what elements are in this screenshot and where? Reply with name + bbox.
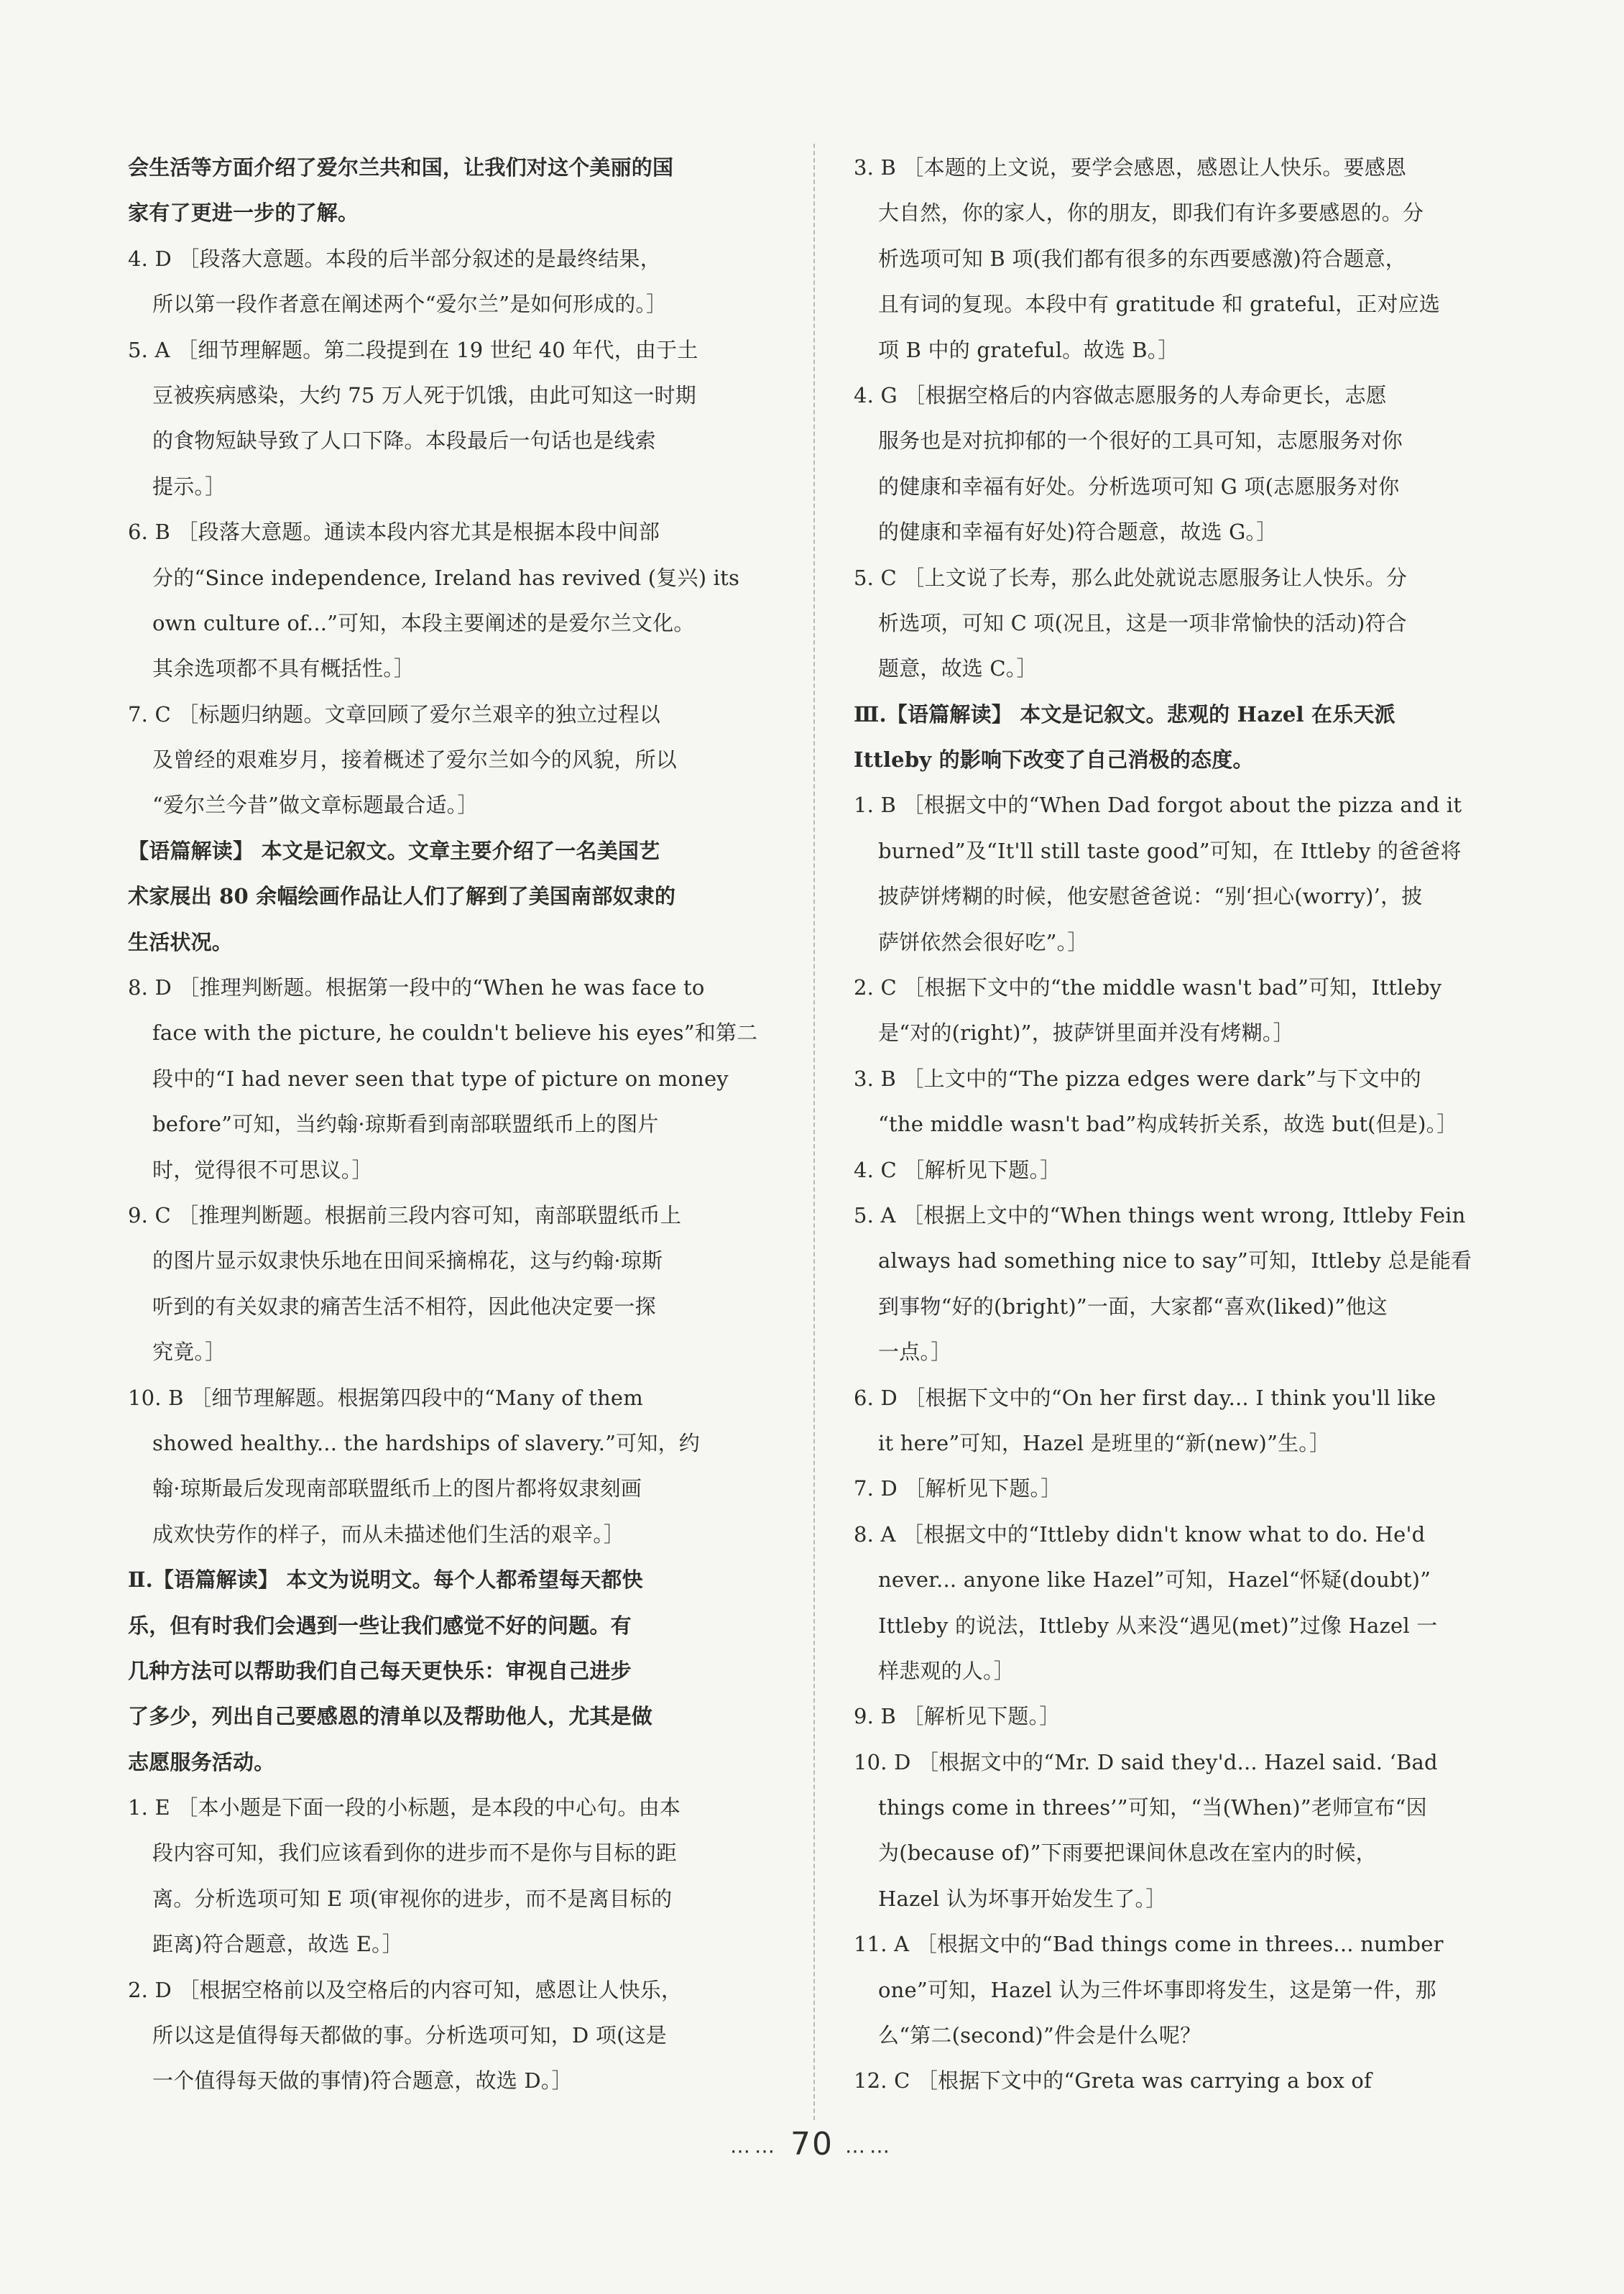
left-text-line: 的图片显示奴隶快乐地在田间采摘棉花，这与约翰·琼斯 xyxy=(152,1248,663,1273)
right-text-line: 10. D ［根据文中的“Mr. D said they'd... Hazel said. ‘Bad xyxy=(854,1749,1438,1774)
right-text-line: 5. C ［上文说了长寿，那么此处就说志愿服务让人快乐。分 xyxy=(854,565,1408,590)
right-text-line: 8. A ［根据文中的“Ittleby didn't know what to do. He'd xyxy=(854,1521,1426,1547)
left-text-line: 所以第一段作者意在阐述两个“爱尔兰”是如何形成的。］ xyxy=(152,292,668,317)
page-number: 70 xyxy=(790,2126,834,2162)
right-text-line: Ittleby 的说法，Ittleby 从来没“遇见(met)”过像 Hazel 一 xyxy=(878,1613,1438,1638)
left-text-line: own culture of...”可知，本段主要阐述的是爱尔兰文化。 xyxy=(152,610,695,635)
left-text-line: 1. E ［本小题是下面一段的小标题，是本段的中心句。由本 xyxy=(128,1795,681,1820)
right-text-line: 3. B ［上文中的“The pizza edges were dark”与下文中的 xyxy=(854,1066,1421,1091)
right-text-line: 析选项可知 B 项(我们都有很多的东西要感激)符合题意， xyxy=(878,246,1406,271)
right-text-line: 2. C ［根据下文中的“the middle wasn't bad”可知，Ittleby xyxy=(854,975,1442,1000)
left-text-line: 听到的有关奴隶的痛苦生活不相符，因此他决定要一探 xyxy=(152,1294,656,1319)
left-text-line: 生活状况。 xyxy=(128,929,234,954)
left-text-line: 一个值得每天做的事情)符合题意，故选 D。］ xyxy=(152,2068,573,2093)
right-text-line: 9. B ［解析见下题。］ xyxy=(854,1704,1061,1729)
right-text-line: 的健康和幸福有好处)符合题意，故选 G。］ xyxy=(878,520,1278,545)
left-column xyxy=(128,145,783,2104)
right-text-line: burned”及“It'll still taste good”可知，在 Ittleby 的爸爸将 xyxy=(878,838,1462,863)
left-text-line: 会生活等方面介绍了爱尔兰共和国，让我们对这个美丽的国 xyxy=(128,155,674,180)
right-text-line: Hazel 认为坏事开始发生了。］ xyxy=(878,1886,1167,1911)
right-text-line: one”可知，Hazel 认为三件坏事即将发生，这是第一件，那 xyxy=(878,1977,1436,2002)
left-text-line: face with the picture, he couldn't believe his eyes”和第二 xyxy=(152,1021,758,1046)
right-text-line: 到事物“好的(bright)”一面，大家都“喜欢(liked)”他这 xyxy=(878,1294,1388,1319)
left-text-line: 所以这是值得每天都做的事。分析选项可知，D 项(这是 xyxy=(152,2023,667,2048)
right-text-line: 是“对的(right)”，披萨饼里面并没有烤糊。］ xyxy=(878,1021,1294,1046)
right-text-line: Ⅲ.【语篇解读】 本文是记叙文。悲观的 Hazel 在乐天派 xyxy=(854,701,1395,727)
right-text-line: 析选项，可知 C 项(况且，这是一项非常愉快的活动)符合 xyxy=(878,610,1407,635)
left-text-line: 究竟。］ xyxy=(152,1340,226,1365)
right-text-line: 样悲观的人。］ xyxy=(878,1658,1015,1683)
right-text-line: 披萨饼烤糊的时候，他安慰爸爸说：“别‘担心(worry)’，披 xyxy=(878,884,1423,909)
left-text-line: 5. A ［细节理解题。第二段提到在 19 世纪 40 年代，由于土 xyxy=(128,337,698,362)
right-text-line: 服务也是对抗抑郁的一个很好的工具可知，志愿服务对你 xyxy=(878,428,1403,453)
left-text-line: 志愿服务活动。 xyxy=(128,1749,275,1774)
right-text-line: 的健康和幸福有好处。分析选项可知 G 项(志愿服务对你 xyxy=(878,474,1400,499)
left-text-line: 段内容可知，我们应该看到你的进步而不是你与目标的距 xyxy=(152,1841,678,1866)
right-text-line: it here”可知，Hazel 是班里的“新(new)”生。］ xyxy=(878,1430,1331,1455)
left-text-line: 离。分析选项可知 E 项(审视你的进步，而不是离目标的 xyxy=(152,1886,673,1911)
left-text-line: Ⅱ.【语篇解读】 本文为说明文。每个人都希望每天都快 xyxy=(128,1567,643,1593)
right-text-line: 且有词的复现。本段中有 gratitude 和 grateful，正对应选 xyxy=(878,292,1440,317)
right-text-line: 一点。］ xyxy=(878,1340,952,1365)
left-text-line: showed healthy... the hardships of slavery.”可知，约 xyxy=(152,1430,700,1455)
column-divider xyxy=(813,144,815,2120)
left-text-line: 2. D ［根据空格前以及空格后的内容可知，感恩让人快乐， xyxy=(128,1977,683,2002)
left-text-line: 时，觉得很不可思议。］ xyxy=(152,1157,373,1182)
right-text-line: 11. A ［根据文中的“Bad things come in threes... number xyxy=(854,1932,1444,1957)
footer-dots-right: …… xyxy=(845,2134,894,2158)
page-footer xyxy=(0,2126,1624,2162)
right-text-line: 为(because of)”下雨要把课间休息改在室内的时候， xyxy=(878,1841,1377,1866)
left-text-line: 的食物短缺导致了人口下降。本段最后一句话也是线索 xyxy=(152,428,656,453)
left-text-line: 几种方法可以帮助我们自己每天更快乐：审视自己进步 xyxy=(128,1658,632,1683)
left-text-line: “爱尔兰今昔”做文章标题最合适。］ xyxy=(152,793,479,818)
right-text-line: 12. C ［根据下文中的“Greta was carrying a box of xyxy=(854,2068,1372,2093)
right-text-line: things come in threes’”可知，“当(When)”老师宣布“因 xyxy=(878,1795,1427,1820)
left-text-line: 4. D ［段落大意题。本段的后半部分叙述的是最终结果， xyxy=(128,246,661,271)
right-text-line: 1. B ［根据文中的“When Dad forgot about the pizza and it xyxy=(854,793,1462,818)
right-text-line: never... anyone like Hazel”可知，Hazel“怀疑(doubt)” xyxy=(878,1567,1431,1593)
right-text-line: 7. D ［解析见下题。］ xyxy=(854,1476,1062,1501)
left-text-line: 家有了更进一步的了解。 xyxy=(128,201,359,226)
left-text-line: 其余选项都不具有概括性。］ xyxy=(152,656,415,681)
left-text-line: 成欢快劳作的样子，而从未描述他们生活的艰辛。］ xyxy=(152,1521,625,1547)
left-text-line: 段中的“I had never seen that type of picture on money xyxy=(152,1066,729,1091)
right-text-line: Ittleby 的影响下改变了自己消极的态度。 xyxy=(854,747,1254,773)
right-text-line: always had something nice to say”可知，Ittleby 总是能看 xyxy=(878,1248,1472,1273)
left-text-line: 翰·琼斯最后发现南部联盟纸币上的图片都将奴隶刻画 xyxy=(152,1476,642,1501)
left-text-line: 提示。］ xyxy=(152,474,226,499)
left-text-line: 【语篇解读】 本文是记叙文。文章主要介绍了一名美国艺 xyxy=(128,838,660,863)
right-text-line: 4. G ［根据空格后的内容做志愿服务的人寿命更长，志愿 xyxy=(854,382,1387,407)
left-text-line: 8. D ［推理判断题。根据第一段中的“When he was face to xyxy=(128,975,705,1000)
right-text-line: 题意，故选 C。］ xyxy=(878,656,1038,681)
left-text-line: 6. B ［段落大意题。通读本段内容尤其是根据本段中间部 xyxy=(128,520,660,545)
left-text-line: 9. C ［推理判断题。根据前三段内容可知，南部联盟纸币上 xyxy=(128,1202,682,1227)
left-text-line: 乐，但有时我们会遇到一些让我们感觉不好的问题。有 xyxy=(128,1613,632,1638)
left-text-line: 分的“Since independence, Ireland has revived (复兴) its xyxy=(152,565,740,590)
footer-dots-left: …… xyxy=(730,2134,779,2158)
left-text-line: 10. B ［细节理解题。根据第四段中的“Many of them xyxy=(128,1385,643,1410)
right-text-line: 4. C ［解析见下题。］ xyxy=(854,1157,1061,1182)
left-text-line: 及曾经的艰难岁月，接着概述了爱尔兰如今的风貌，所以 xyxy=(152,747,678,773)
left-text-line: 距离)符合题意，故选 E。］ xyxy=(152,1932,404,1957)
left-text-line: 豆被疾病感染，大约 75 万人死于饥饿，由此可知这一时期 xyxy=(152,382,696,407)
right-text-line: 5. A ［根据上文中的“When things went wrong, Ittleby Fein xyxy=(854,1202,1466,1227)
left-text-line: 7. C ［标题归纳题。文章回顾了爱尔兰艰辛的独立过程以 xyxy=(128,701,660,727)
right-text-line: 大自然，你的家人，你的朋友，即我们有许多要感恩的。分 xyxy=(878,201,1424,226)
right-text-line: 3. B ［本题的上文说，要学会感恩，感恩让人快乐。要感恩 xyxy=(854,155,1407,180)
right-text-line: 6. D ［根据下文中的“On her first day... I think you'll like xyxy=(854,1385,1436,1410)
right-text-line: 萨饼依然会很好吃”。］ xyxy=(878,929,1089,954)
left-text-line: 术家展出 80 余幅绘画作品让人们了解到了美国南部奴隶的 xyxy=(128,884,676,909)
right-text-line: 么“第二(second)”件会是什么呢？ xyxy=(878,2023,1201,2048)
right-text-line: 项 B 中的 grateful。故选 B。］ xyxy=(878,337,1179,362)
left-text-line: 了多少，列出自己要感恩的清单以及帮助他人，尤其是做 xyxy=(128,1704,653,1729)
left-text-line: before”可知，当约翰·琼斯看到南部联盟纸币上的图片 xyxy=(152,1112,659,1137)
right-text-line: “the middle wasn't bad”构成转折关系，故选 but(但是)。］ xyxy=(878,1112,1458,1137)
right-column xyxy=(854,145,1492,2104)
